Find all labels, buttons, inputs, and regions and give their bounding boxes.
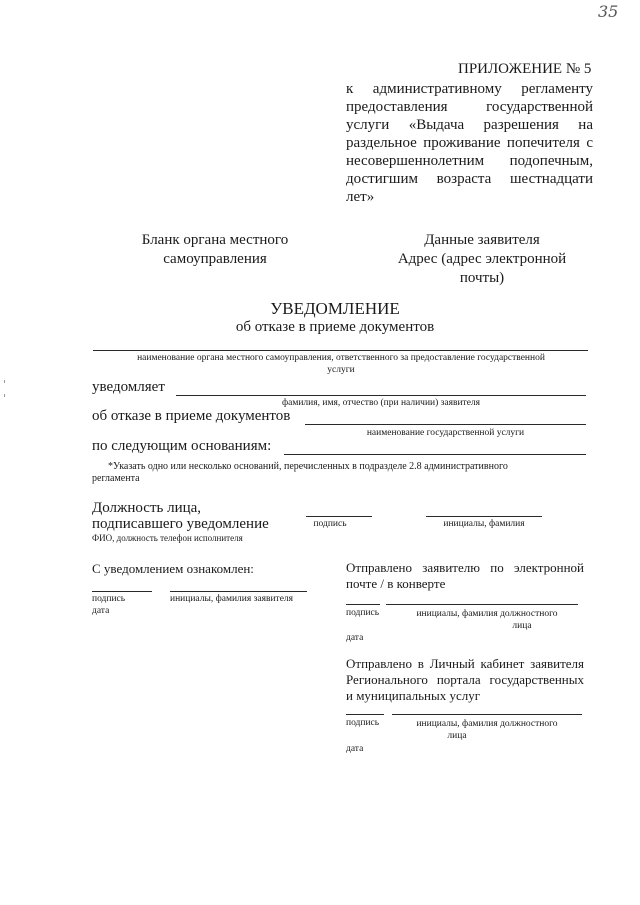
organ-blank-line: Бланк органа местного [141,232,289,248]
note-line: *Указать одно или несколько оснований, перечисленных в подразделе 2.8 административного [108,461,508,472]
applicant-data-line: Данные заявителя [424,232,540,248]
grounds-line [284,454,586,455]
initials-caption: инициалы, фамилия [443,519,525,529]
caption-line: наименование органа местного самоуправления, ответственного за предоставление государственной [137,353,545,363]
caption-line: инициалы, фамилия должностного [416,609,558,619]
caption-line: услуги [327,365,355,375]
appendix-line: раздельное проживание попечителя с [346,135,593,151]
email-date-caption: дата [346,633,364,643]
appendix-line: к административному регламенту [346,81,593,97]
organ-name-line [93,350,588,351]
applicant-name-caption: фамилия, имя, отчество (при наличии) заявителя [281,398,481,408]
acquainted-initials-line [170,591,307,592]
service-name-caption: наименование государственной услуги [366,428,525,438]
executor-caption: ФИО, должность телефон исполнителя [92,533,243,543]
sent-portal-line: Отправлено в Личный кабинет заявителя [346,656,584,671]
caption-line: лица [447,731,467,741]
portal-sign-caption: подпись [346,718,380,728]
email-initials-caption [396,608,578,632]
scan-mark [4,380,5,383]
sent-portal-line: Регионального портала государственных [346,672,584,687]
sent-email-line: почте / в конверте [346,576,446,591]
applicant-data-line: Адрес (адрес электронной [397,251,567,267]
appendix-line: несовершеннолетним подопечным, [346,153,593,169]
document-subtitle: об отказе в приеме документов [235,319,435,335]
appendix-title: ПРИЛОЖЕНИЕ № 5 [458,61,592,77]
signature-line [306,516,372,517]
acquainted-label: С уведомлением ознакомлен: [92,561,254,576]
initials-line [426,516,542,517]
page-number: 35 [598,2,619,21]
signature-caption: подпись [313,519,347,529]
appendix-line: предоставления государственной [346,99,593,115]
service-name-line [305,424,586,425]
appendix-line: лет» [346,189,375,205]
grounds-label: по следующим основаниям: [92,438,272,454]
caption-line: лица [512,621,532,631]
applicant-data-line: почты) [459,270,505,286]
document-title: УВЕДОМЛЕНИЕ [270,299,400,318]
applicant-name-line [176,395,586,396]
applicant-data-block [382,231,582,288]
acquainted-date-caption: дата [92,606,110,616]
sent-portal-line: и муниципальных услуг [346,688,481,703]
email-sign-caption: подпись [346,608,380,618]
organ-blank-block [120,231,310,269]
notifies-label: уведомляет [92,379,165,395]
sent-email-line: Отправлено заявителю по электронной [346,560,584,575]
email-initials-line [386,604,578,605]
email-sign-line [346,604,380,605]
caption-line: инициалы, фамилия должностного [416,719,558,729]
grounds-note-continued: регламента [92,473,140,484]
acquainted-sign-caption: подпись [92,594,126,604]
acquainted-initials-caption: инициалы, фамилия заявителя [170,594,294,604]
acquainted-sign-line [92,591,152,592]
grounds-note [108,461,508,473]
appendix-line: услуги «Выдача разрешения на [346,117,593,133]
appendix-line: достигшим возраста шестнадцати [346,171,593,187]
organ-name-caption [96,352,586,376]
portal-initials-line [392,714,582,715]
portal-initials-caption [396,718,578,742]
organ-blank-line: самоуправления [163,251,267,267]
portal-sign-line [346,714,384,715]
position-label: подписавшего уведомление [92,516,269,532]
scan-mark [4,394,5,397]
position-label: Должность лица, [92,500,202,516]
portal-date-caption: дата [346,744,364,754]
refusal-label: об отказе в приеме документов [92,408,291,424]
